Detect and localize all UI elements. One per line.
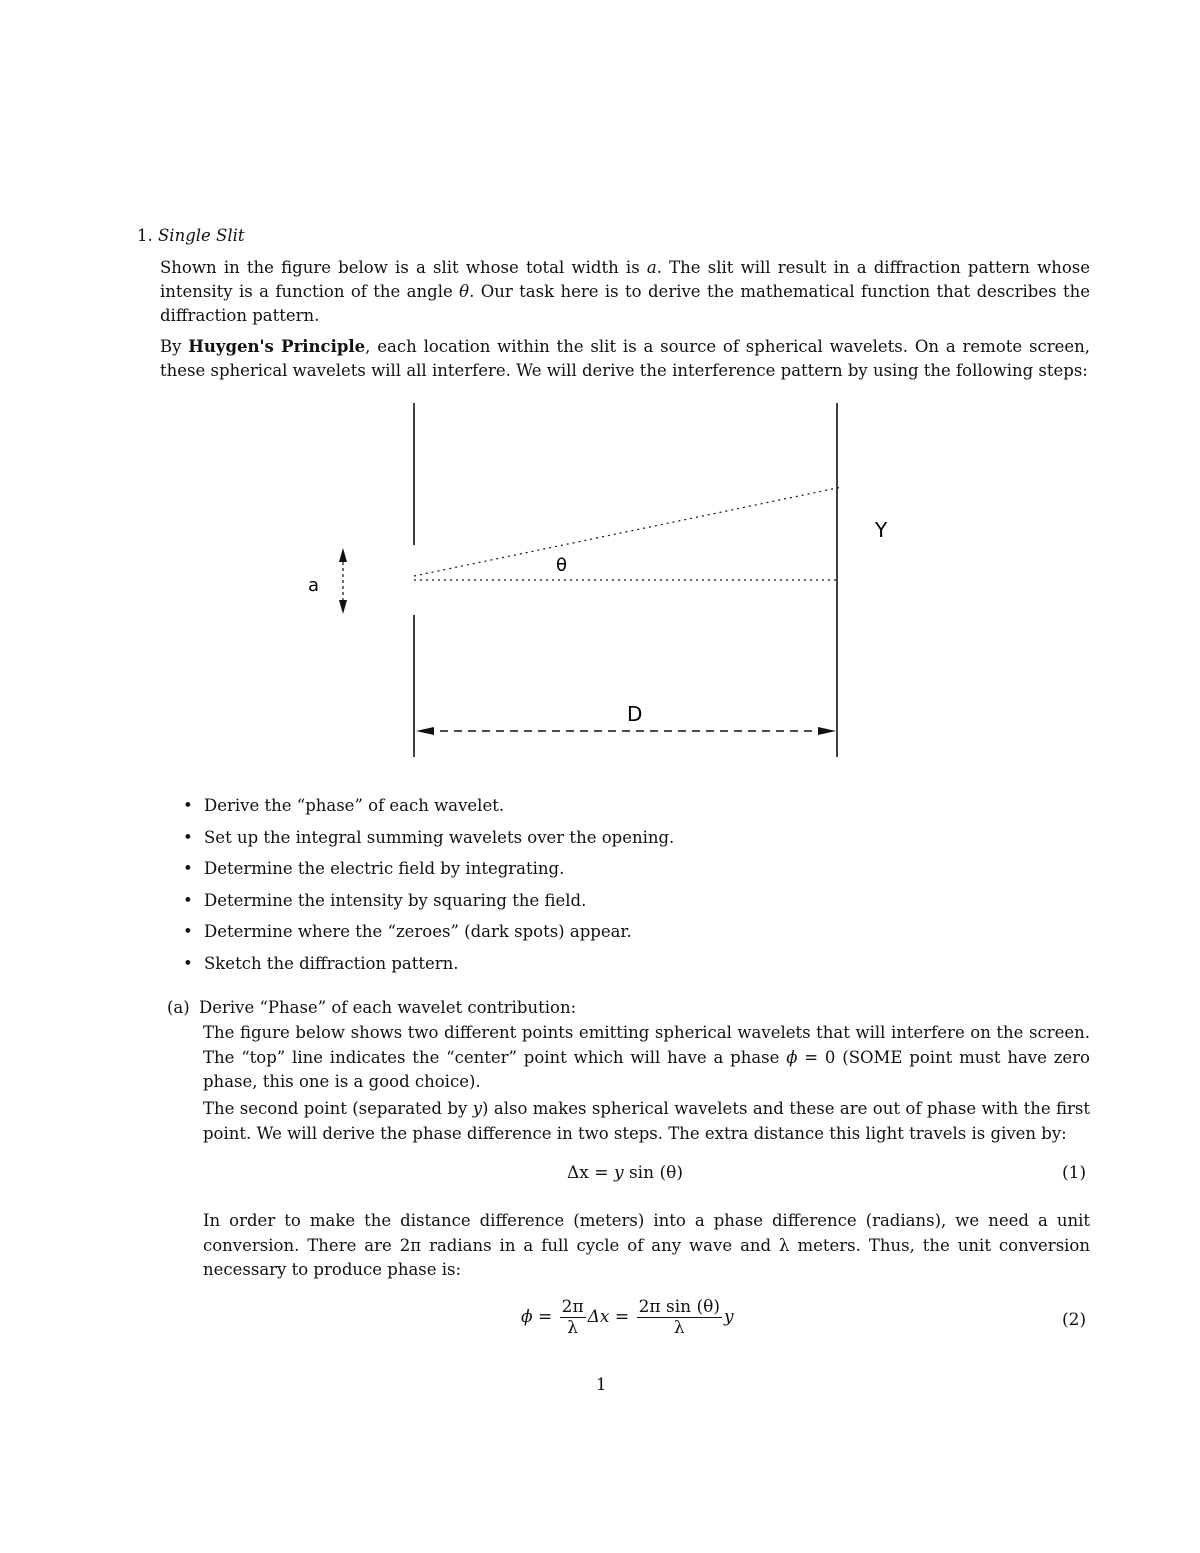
list-item: • Derive the “phase” of each wavelet. [183,796,505,815]
eq1-y: y [613,1163,624,1183]
step-text: Determine the electric field by integrating. [204,859,565,878]
part-a-label: (a) [167,998,190,1017]
step-text: Determine the intensity by squaring the field. [204,890,587,910]
eq1-equals: = [588,1163,614,1183]
phase-var: ϕ [786,1047,798,1067]
intro-text: By [160,337,189,356]
equation-2 [521,1297,734,1338]
part-a-text: In order to make the distance difference (meters) into a phase difference (radians), we need a unit conversion. There are 2π radians in a full cycle of any wave and λ meters. Thus, the unit conversion necessary to produce phase is: [203,1211,1090,1279]
equation-1-number: (1) [1062,1163,1087,1183]
part-a-heading [167,996,576,1020]
part-a-title: Derive “Phase” of each wavelet contribution: [198,998,577,1017]
intro-text: . The slit will result in a diffraction pattern whose intensity is a function of the angle [160,258,1090,301]
eq2-dx: Δx [587,1307,610,1327]
eq2-fraction-2 [637,1297,722,1338]
separation-var: y [472,1099,483,1118]
arrow-down-icon [339,600,347,614]
label-a: a [308,575,320,596]
intro-text: . Our task here is to derive the mathematical function that describes the diffraction pattern. [160,282,1090,325]
page-number: 1 [596,1375,607,1394]
part-a-text: The figure below shows two different points emitting spherical wavelets that will interfere on the screen. The “top” line indicates the “center” point which will have a phase [203,1023,1090,1067]
equation-2-number: (2) [1062,1310,1087,1330]
intro-text: , each location within the slit is a source of spherical wavelets. On a remote screen, these spherical wavelets will all interfere. We will derive the interference pattern by using the following steps: [160,337,1090,380]
eq2-equals: = [532,1307,558,1327]
arrow-up-icon [339,548,347,562]
eq1-sin: sin (θ) [623,1163,683,1183]
section-number: 1. [137,226,153,245]
step-text: Sketch the diffraction pattern. [204,953,459,973]
list-item: • Determine the intensity by squaring the field. [183,890,587,910]
part-a-text: ) also makes spherical wavelets and these are out of phase with the first point. We will derive the phase difference in two steps. The extra distance this light travels is given by: [203,1099,1090,1143]
eq1-lhs: Δx [567,1163,589,1183]
slit-width-var: a [646,258,657,277]
eq2-f1-denominator: λ [567,1318,579,1338]
list-item: • Determine where the “zeroes” (dark spots) appear. [183,922,632,941]
equation-1 [567,1163,683,1183]
intro-text: Shown in the figure below is a slit whose total width is [160,258,647,277]
list-item: • Determine the electric field by integrating. [183,859,565,878]
phase-eq: = 0 [797,1047,836,1067]
huygens-principle: Huygen's Principle [188,337,366,356]
part-a-text: The second point (separated by [203,1099,473,1118]
eq2-f2-denominator: λ [673,1318,685,1338]
eq2-f1-numerator: 2π [561,1297,584,1317]
step-text: Determine where the “zeroes” (dark spots) appear. [204,922,632,941]
section-title: Single Slit [158,226,245,245]
angle-var: θ [459,282,470,301]
list-item: • Set up the integral summing wavelets over the opening. [183,827,675,847]
arrow-right-icon [818,727,836,735]
step-text: Derive the “phase” of each wavelet. [204,796,505,815]
eq2-equals: = [609,1307,635,1327]
list-item: • Sketch the diffraction pattern. [183,953,459,973]
part-a-paragraph-1 [203,1021,1090,1095]
steps-list [183,794,674,983]
step-text: Set up the integral summing wavelets over the opening. [204,827,675,847]
eq2-fraction-1 [560,1297,586,1338]
label-Y: Y [875,518,888,542]
part-a-paragraph-3 [203,1209,1090,1283]
eq2-phi: ϕ [521,1307,533,1327]
label-theta: θ [556,555,568,576]
arrow-left-icon [416,727,434,735]
eq2-f2-numerator: 2π sin (θ) [638,1297,720,1317]
part-a-paragraph-2 [203,1097,1090,1146]
label-D: D [627,702,643,726]
eq2-y: y [724,1307,734,1327]
part-a-text: (SOME point must have zero phase, this one is a good choice). [203,1047,1090,1091]
angled-ray [414,487,842,576]
